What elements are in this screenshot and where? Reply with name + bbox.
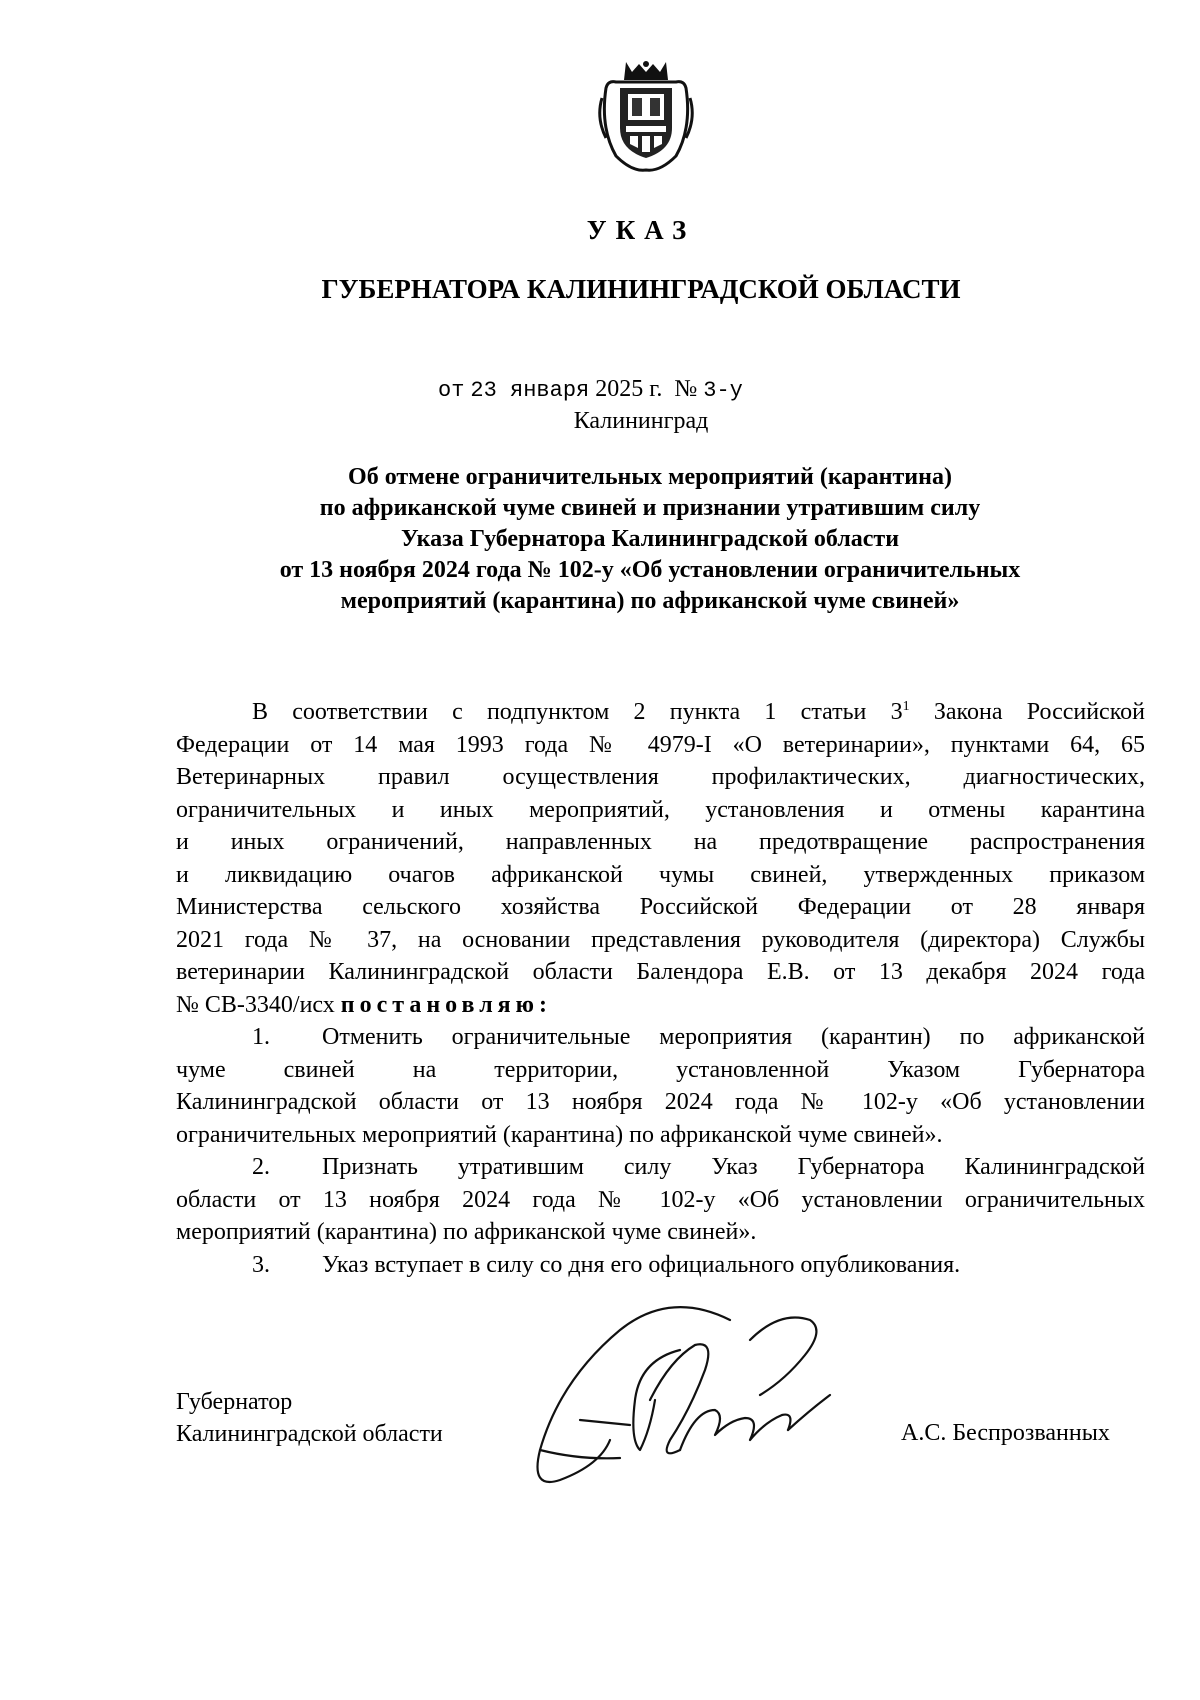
list-item-line: мероприятий (карантина) по африканской чуме свиней». (176, 1219, 757, 1245)
preamble-line: 2021 года № 37, на основании представления руководителя (директора) Службы (176, 926, 1145, 953)
heading-line: от 13 ноября 2024 года № 102-у «Об установлении ограничительных (279, 557, 1021, 583)
decree-title: УКАЗ (586, 215, 696, 245)
role-line: Губернатор (176, 1389, 293, 1415)
list-item: 2. Признать утратившим силу Указ Губернатора Калининградской (176, 1151, 1145, 1184)
number-sign: № (674, 376, 698, 402)
list-item-line: ограничительных мероприятий (карантина) по африканской чуме свиней». (176, 1121, 943, 1148)
date-year: 2025 г. (595, 376, 663, 402)
preamble-line: ветеринарии Калининградской области Балендора Е.В. от 13 декабря 2024 года (176, 959, 1145, 985)
list-item-line: Калининградской области от 13 ноября 2024 года № 102-у «Об установлении (176, 1089, 1145, 1115)
decree-city: Калининград (573, 408, 709, 434)
heading-line: Указа Губернатора Калининградской области (400, 526, 900, 552)
decree-number: 3-у (703, 378, 743, 403)
signatory-name: А.С. Беспрозванных (901, 1420, 1110, 1446)
preamble-line: и ликвидацию очагов африканской чумы свиней, утвержденных приказом (176, 861, 1145, 888)
preamble-line: В соответствии с подпунктом 2 пункта 1 статьи $3^1$ Закона Российской (252, 699, 1145, 725)
role-line: Калининградской области (176, 1421, 443, 1447)
preamble-line: Федерации от 14 мая 1993 года № 4979-I «О ветеринарии», пунктами 64, 65 (176, 731, 1145, 758)
signatory-role (176, 1386, 443, 1450)
preamble-line: № СВ-3340/исх постановляю: (176, 991, 552, 1018)
date-prefix: от (438, 378, 465, 403)
list-item: 3. Указ вступает в силу со дня его официального опубликования. (176, 1249, 1145, 1282)
list-item-line: чуме свиней на территории, установленной Указом Губернатора (176, 1056, 1145, 1083)
coat-of-arms-emblem (596, 58, 696, 174)
preamble-line: и иных ограничений, направленных на предотвращение распространения (176, 829, 1145, 855)
heading-line: по африканской чуме свиней и признании утратившим силу (319, 495, 981, 521)
preamble-line: Ветеринарных правил осуществления профилактических, диагностических, (176, 764, 1145, 790)
date-day: 23 января (470, 378, 590, 403)
decree-date-line (438, 376, 743, 403)
preamble-line: Министерства сельского хозяйства Российской Федерации от 28 января (176, 894, 1145, 920)
heading-line: Об отмене ограничительных мероприятий (карантина) (348, 464, 952, 490)
heading-line: мероприятий (карантина) по африканской чуме свиней» (340, 588, 960, 614)
decree-heading (180, 462, 1120, 617)
decree-word: постановляю: (340, 991, 552, 1018)
preamble-line: ограничительных и иных мероприятий, установления и отмены карантина (176, 796, 1145, 823)
handwritten-signature (520, 1300, 850, 1510)
list-item: 1. Отменить ограничительные мероприятия (карантин) по африканской (176, 1021, 1145, 1054)
decree-body (176, 696, 1145, 1281)
decree-issuer: ГУБЕРНАТОРА КАЛИНИНГРАДСКОЙ ОБЛАСТИ (321, 274, 961, 304)
list-item-line: области от 13 ноября 2024 года № 102-у «Об установлении ограничительных (176, 1186, 1145, 1213)
item-number: 1. (252, 1024, 270, 1050)
item-number: 2. (252, 1154, 270, 1180)
item-number: 3. (252, 1251, 270, 1278)
